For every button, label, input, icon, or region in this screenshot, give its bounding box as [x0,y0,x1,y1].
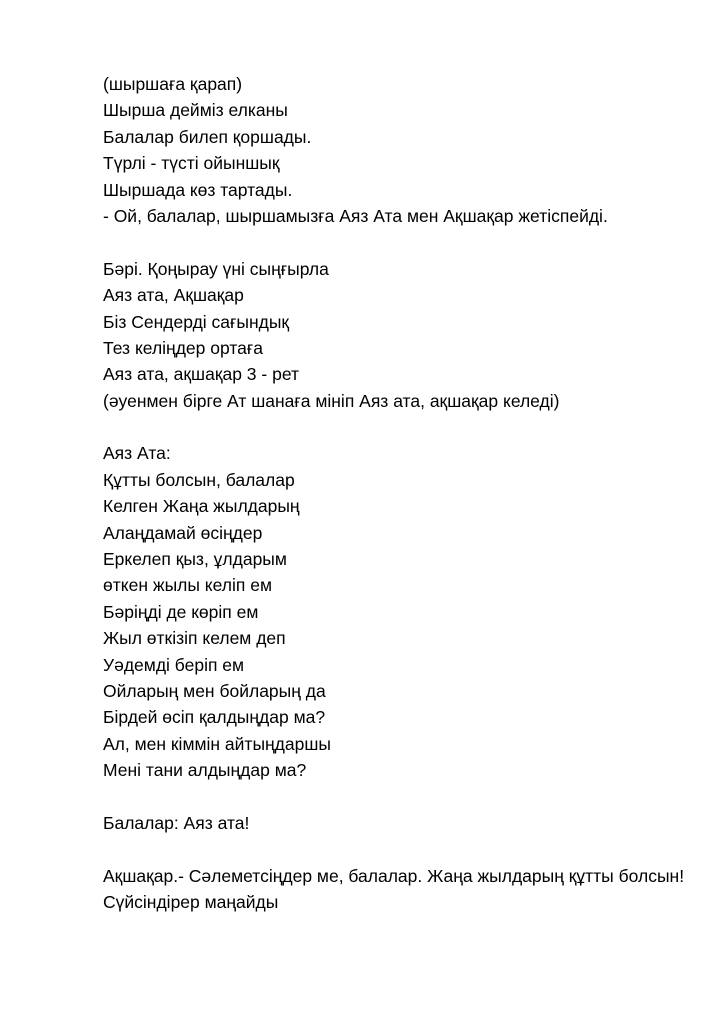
text-line: Сүйсіндірер маңайды [103,892,279,913]
text-line: Бәріңді де көріп ем [103,601,259,622]
stanza-children-reply [103,810,693,836]
text-line: Уәдемді беріп ем [103,654,245,675]
paragraph-gap [103,414,693,440]
stanza-opening [103,71,693,229]
text-line: Шырша дейміз елканы [103,100,288,121]
text-line: Біз Сендерді сағындық [103,311,290,332]
text-line: Ойларың мен бойларың да [103,680,326,701]
paragraph-gap [103,229,693,255]
text-line: өткен жылы келіп ем [103,575,273,596]
text-line: Аяз ата, Ақшақар [103,285,244,306]
stanza-chorus [103,256,693,414]
text-line: Жыл өткізіп келем деп [103,628,286,649]
text-line: Аяз ата, ақшақар 3 - рет [103,364,299,385]
text-line: Бірдей өсіп қалдыңдар ма? [103,707,326,728]
text-line: Түрлі - түсті ойыншық [103,153,280,174]
text-line: (әуенмен бірге Ат шанаға мініп Аяз ата, ақшақар келеді) [103,390,560,411]
text-line: Еркелеп қыз, ұлдарым [103,549,287,570]
text-line: Құтты болсын, балалар [103,469,295,490]
text-line: Келген Жаңа жылдарың [103,496,300,517]
text-line: Шыршада көз тартады. [103,179,293,200]
document-body [103,71,693,916]
text-line: Балалар: Аяз ата! [103,812,250,833]
text-line: Бәрі. Қоңырау үні сыңғырла [103,258,329,279]
paragraph-gap [103,836,693,862]
text-line: Ал, мен кіммін айтыңдаршы [103,733,331,754]
text-line: Мені тани алдыңдар ма? [103,760,307,781]
text-line: Тез келіңдер ортаға [103,337,263,358]
text-paragraph: Ақшақар.- Сәлеметсіңдер ме, балалар. Жаңа жылдарың құтты болсын! [103,865,685,886]
stanza-ayaz-ata [103,440,693,783]
text-line: Аяз Ата: [103,443,171,464]
paragraph-gap [103,784,693,810]
text-line: Алаңдамай өсіңдер [103,522,263,543]
stanza-akshakar [103,863,693,916]
text-line: Балалар билеп қоршады. [103,126,312,147]
text-line: - Ой, балалар, шыршамызға Аяз Ата мен Ақшақар жетіспейді. [103,205,608,226]
text-line: (шыршаға қарап) [103,74,243,94]
